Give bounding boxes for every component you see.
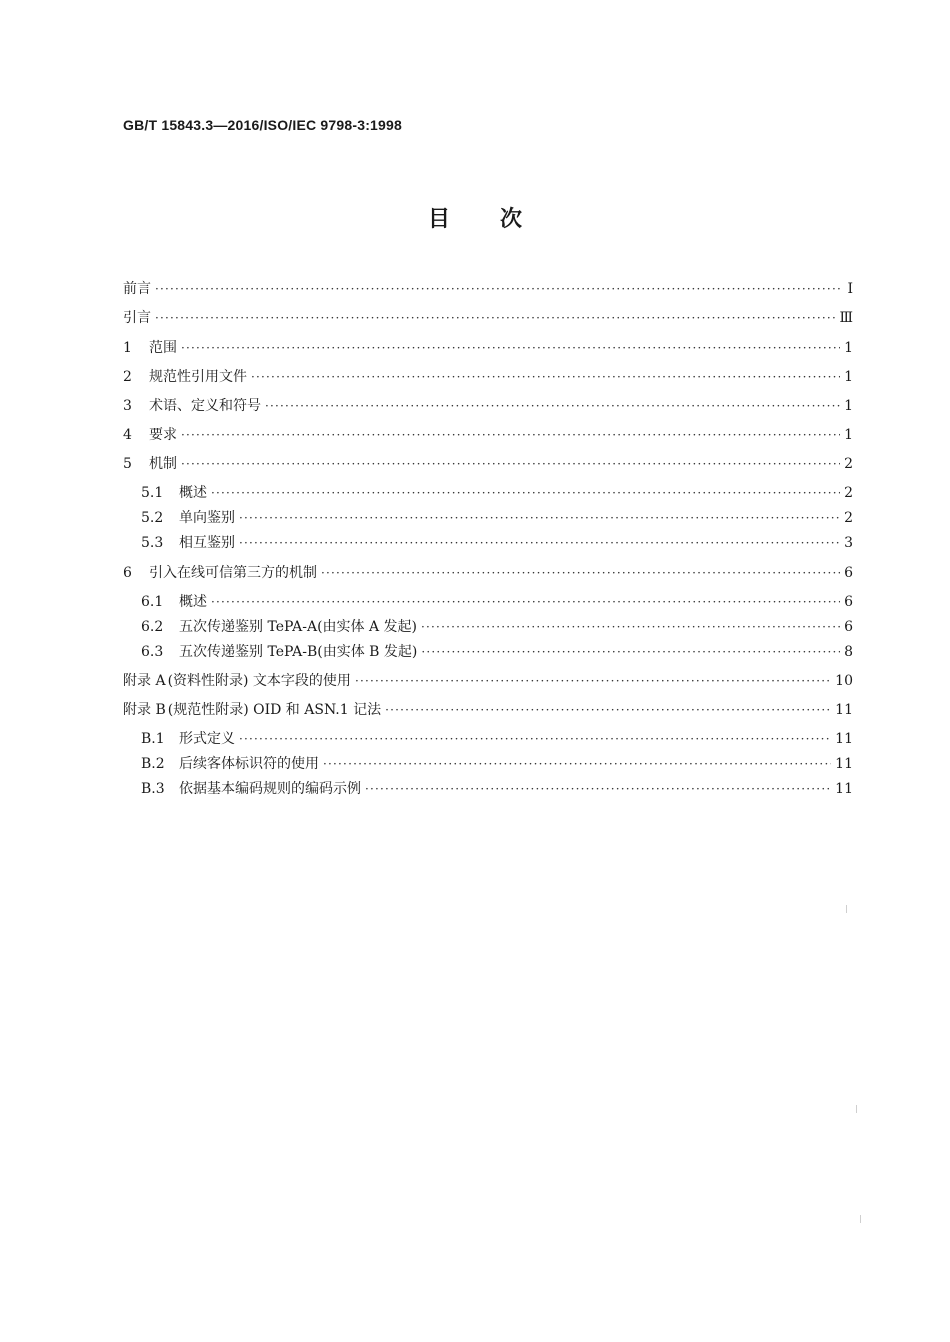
toc-leader-dots bbox=[385, 700, 831, 720]
toc-entry-section-1[interactable] bbox=[123, 338, 853, 358]
toc-entry-section-6-2[interactable] bbox=[141, 617, 853, 637]
toc-leader-dots bbox=[181, 454, 840, 474]
toc-label: 引言 bbox=[123, 310, 151, 326]
scan-artifact bbox=[846, 905, 847, 913]
toc-annex-number: 附录 A bbox=[123, 673, 166, 689]
toc-entry-section-5-3[interactable] bbox=[141, 533, 853, 553]
toc-section-number: 6.3 bbox=[141, 644, 164, 660]
toc-leader-dots bbox=[181, 338, 840, 358]
toc-page-number: 3 bbox=[844, 535, 853, 551]
toc-leader-dots bbox=[211, 483, 840, 503]
toc-section-number: 5 bbox=[123, 456, 132, 472]
toc-entry-introduction[interactable] bbox=[123, 308, 853, 328]
toc-leader-dots bbox=[239, 508, 840, 528]
scan-artifact bbox=[856, 1105, 857, 1113]
toc-leader-dots bbox=[421, 642, 840, 662]
toc-label: 概述 bbox=[179, 594, 207, 610]
toc-label: 相互鉴别 bbox=[179, 535, 235, 551]
toc-label: 形式定义 bbox=[179, 731, 235, 747]
toc-label: 后续客体标识符的使用 bbox=[179, 756, 319, 772]
standard-code: GB/T 15843.3—2016/ISO/IEC 9798-3:1998 bbox=[123, 117, 403, 133]
toc-leader-dots bbox=[155, 279, 843, 299]
toc-entry-annex-b-3[interactable] bbox=[141, 779, 853, 799]
toc-label: 概述 bbox=[179, 485, 207, 501]
toc-section-number: 3 bbox=[123, 398, 132, 414]
toc-label: 依据基本编码规则的编码示例 bbox=[179, 781, 361, 797]
toc-page-number: 2 bbox=[844, 456, 853, 472]
toc-section-number: 2 bbox=[123, 369, 132, 385]
toc-label: (资料性附录) 文本字段的使用 bbox=[167, 673, 351, 689]
toc-entry-section-6[interactable] bbox=[123, 563, 853, 583]
toc-page-number: 1 bbox=[844, 398, 853, 414]
toc-label: 术语、定义和符号 bbox=[149, 398, 261, 414]
toc-label: (规范性附录) OID 和 ASN.1 记法 bbox=[167, 702, 382, 718]
toc-page-number: Ⅰ bbox=[847, 281, 853, 297]
toc-label: 机制 bbox=[149, 456, 177, 472]
toc-label: 五次传递鉴别 TePA-B(由实体 B 发起) bbox=[179, 644, 418, 660]
toc-page-number: Ⅲ bbox=[839, 310, 853, 326]
toc-section-number: 5.2 bbox=[141, 510, 164, 526]
toc-leader-dots bbox=[321, 563, 840, 583]
toc-page-number: 2 bbox=[844, 485, 853, 501]
toc-leader-dots bbox=[239, 533, 840, 553]
toc-page-number: 6 bbox=[844, 565, 853, 581]
toc-entry-annex-b-1[interactable] bbox=[141, 729, 853, 749]
toc-annex-number: 附录 B bbox=[123, 702, 166, 718]
toc-section-number: B.2 bbox=[141, 756, 165, 772]
toc-label: 单向鉴别 bbox=[179, 510, 235, 526]
toc-entry-section-5-1[interactable] bbox=[141, 483, 853, 503]
toc-section-number: 6 bbox=[123, 565, 132, 581]
toc-leader-dots bbox=[155, 308, 835, 328]
toc-page-number: 8 bbox=[844, 644, 853, 660]
document-header bbox=[123, 117, 402, 133]
toc-page-number: 11 bbox=[835, 781, 853, 797]
toc-section-number: 5.3 bbox=[141, 535, 164, 551]
toc-entry-section-3[interactable] bbox=[123, 396, 853, 416]
toc-entry-section-6-3[interactable] bbox=[141, 642, 853, 662]
scan-artifact bbox=[860, 1215, 861, 1223]
toc-leader-dots bbox=[181, 425, 840, 445]
title-char-2: 次 bbox=[500, 207, 523, 232]
toc-entry-section-5[interactable] bbox=[123, 454, 853, 474]
toc-leader-dots bbox=[421, 617, 840, 637]
toc-leader-dots bbox=[211, 592, 840, 612]
toc-label: 范围 bbox=[149, 340, 177, 356]
toc-leader-dots bbox=[323, 754, 831, 774]
toc-page-number: 11 bbox=[835, 702, 853, 718]
toc-leader-dots bbox=[251, 367, 840, 387]
toc-leader-dots bbox=[355, 671, 831, 691]
toc-leader-dots bbox=[365, 779, 831, 799]
toc-page-number: 1 bbox=[844, 427, 853, 443]
page-title bbox=[0, 202, 950, 233]
toc-leader-dots bbox=[265, 396, 840, 416]
toc-leader-dots bbox=[239, 729, 831, 749]
toc-label: 五次传递鉴别 TePA-A(由实体 A 发起) bbox=[179, 619, 418, 635]
toc-entry-section-4[interactable] bbox=[123, 425, 853, 445]
toc-section-number: 5.1 bbox=[141, 485, 164, 501]
toc-page-number: 1 bbox=[844, 340, 853, 356]
toc-entry-annex-b[interactable] bbox=[123, 700, 853, 720]
toc-entry-foreword[interactable] bbox=[123, 279, 853, 299]
toc-page-number: 2 bbox=[844, 510, 853, 526]
toc-label: 前言 bbox=[123, 281, 151, 297]
toc-entry-section-2[interactable] bbox=[123, 367, 853, 387]
toc-page-number: 10 bbox=[835, 673, 853, 689]
toc-section-number: B.3 bbox=[141, 781, 165, 797]
toc-label: 要求 bbox=[149, 427, 177, 443]
toc-entry-section-5-2[interactable] bbox=[141, 508, 853, 528]
toc-page-number: 1 bbox=[844, 369, 853, 385]
toc-section-number: 6.2 bbox=[141, 619, 164, 635]
toc-page-number: 11 bbox=[835, 731, 853, 747]
toc-section-number: 1 bbox=[123, 340, 132, 356]
toc-page-number: 6 bbox=[844, 619, 853, 635]
toc-section-number: 6.1 bbox=[141, 594, 164, 610]
toc-entry-annex-a[interactable] bbox=[123, 671, 853, 691]
toc-label: 引入在线可信第三方的机制 bbox=[149, 565, 317, 581]
toc-section-number: 4 bbox=[123, 427, 132, 443]
toc-entry-annex-b-2[interactable] bbox=[141, 754, 853, 774]
toc-section-number: B.1 bbox=[141, 731, 165, 747]
toc-page-number: 11 bbox=[835, 756, 853, 772]
toc-label: 规范性引用文件 bbox=[149, 369, 247, 385]
toc-entry-section-6-1[interactable] bbox=[141, 592, 853, 612]
title-char-1: 目 bbox=[427, 207, 450, 232]
toc-page-number: 6 bbox=[844, 594, 853, 610]
